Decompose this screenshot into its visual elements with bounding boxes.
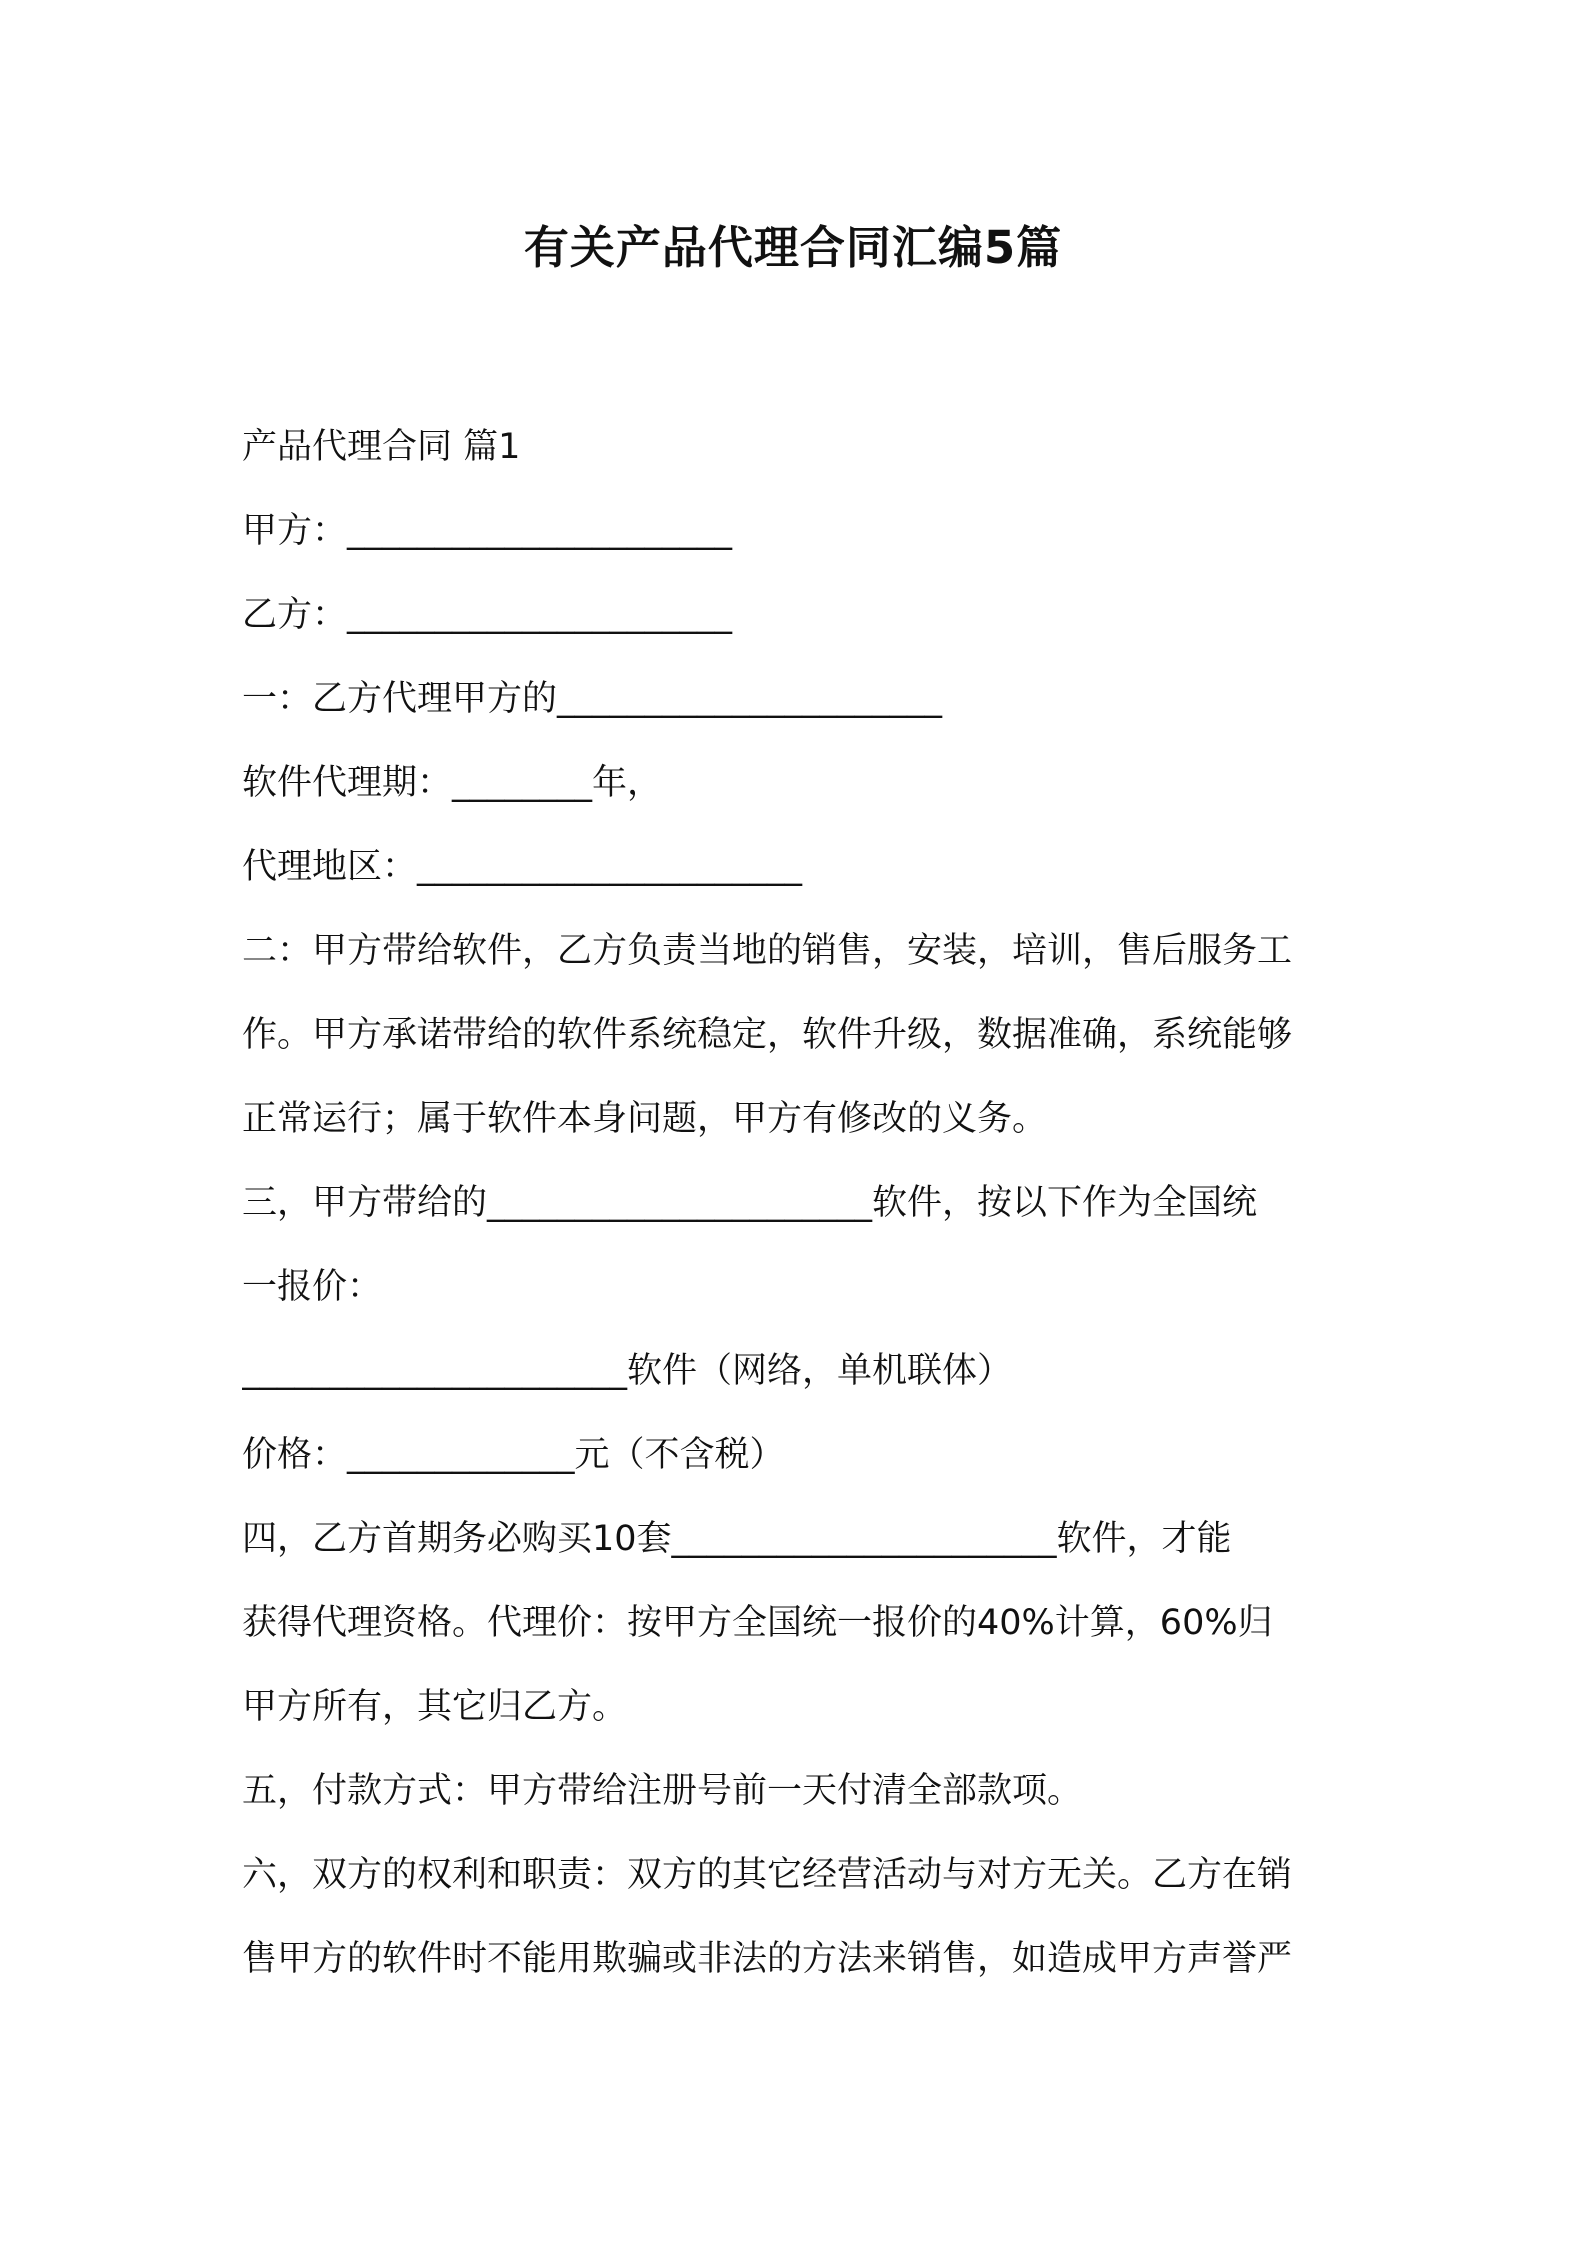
price-line: 价格：_____________元（不含税） — [242, 1435, 785, 1475]
clause-6-line: 六，双方的权利和职责：双方的其它经营活动与对方无关。乙方在销 — [242, 1855, 1293, 1895]
clause-2-line: 作。甲方承诺带给的软件系统稳定，软件升级，数据准确，系统能够 — [242, 1015, 1293, 1055]
document-title: 有关产品代理合同汇编5篇 — [523, 221, 1063, 274]
clause-4-line: 甲方所有，其它归乙方。 — [242, 1687, 628, 1727]
party-b-line: 乙方：______________________ — [242, 595, 733, 635]
clause-2-line: 二：甲方带给软件，乙方负责当地的销售，安装，培训，售后服务工 — [242, 931, 1293, 971]
clause-4-line: 获得代理资格。代理价：按甲方全国统一报价的40%计算，60%归 — [242, 1603, 1273, 1643]
party-a-line: 甲方：______________________ — [242, 511, 733, 551]
agency-period-line: 软件代理期：________年， — [242, 763, 663, 803]
clause-6-line: 售甲方的软件时不能用欺骗或非法的方法来销售，如造成甲方声誉严 — [242, 1939, 1293, 1979]
clause-4-line: 四，乙方首期务必购买10套______________________软件，才能 — [242, 1519, 1232, 1559]
clause-3-line: 一报价： — [242, 1267, 383, 1307]
section-heading: 产品代理合同 篇1 — [242, 427, 521, 467]
document-body — [242, 405, 1354, 2001]
agency-region-line: 代理地区：______________________ — [242, 847, 803, 887]
clause-1-line: 一：乙方代理甲方的______________________ — [242, 679, 943, 719]
clause-3-line: 三，甲方带给的______________________软件，按以下作为全国统 — [242, 1183, 1258, 1223]
clause-2-line: 正常运行；属于软件本身问题，甲方有修改的义务。 — [242, 1099, 1048, 1139]
software-line: ______________________软件（网络，单机联体） — [242, 1351, 1013, 1391]
clause-5-line: 五，付款方式：甲方带给注册号前一天付清全部款项。 — [242, 1771, 1083, 1811]
